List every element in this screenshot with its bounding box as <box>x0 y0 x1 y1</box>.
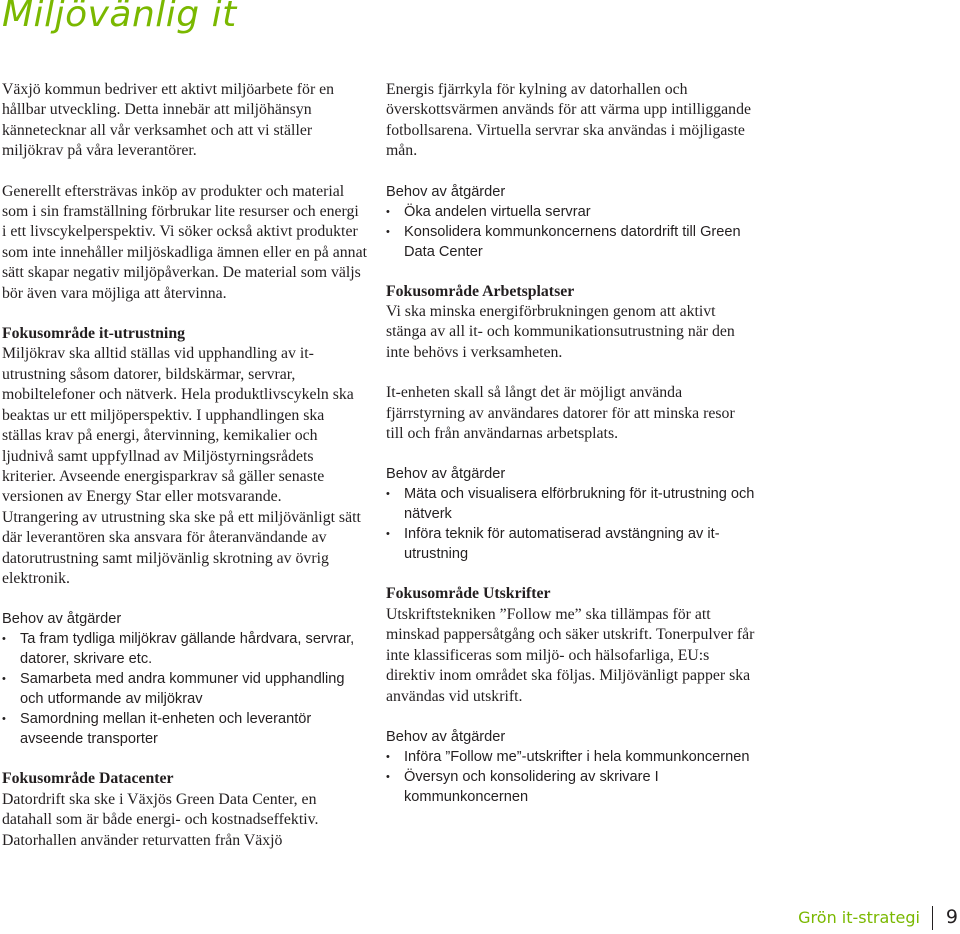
left-column <box>2 80 367 851</box>
printouts-section-heading: Fokusområde Utskrifter <box>386 585 551 603</box>
it-paragraph-1: Miljökrav ska alltid ställas vid upphandling av it-utrustning såsom datorer, bildskärmar, servrar, mobiltelefoner och nätverk. Hela produktlivscykeln ska beaktas ur ett miljöperspektiv. I upphandlingen ska ställas krav på energi, återvinning, kemikalier och ljudnivå samt uppfyllnad av Miljöstyrningsrådets kriterier. Avseende energisparkrav så gäller senaste versionen av Energy Star eller motsvarande. <box>2 345 354 506</box>
intro-paragraph: Växjö kommun bedriver ett aktivt miljöarbete för en hållbar utveckling. Detta innebär att miljöhänsyn kännetecknar all vår verksamhet och att vi ställer miljökrav på våra leverantörer. <box>2 81 335 160</box>
workplaces-paragraph-1: Vi ska minska energiförbrukningen genom att aktivt stänga av all it- och kommunikationsutrustning när den inte behövs i verksamheten. <box>386 303 735 361</box>
printouts-actions-heading: Behov av åtgärder <box>386 728 506 745</box>
workplaces-actions-heading: Behov av åtgärder <box>386 466 506 483</box>
datacenter-actions-list <box>386 202 756 262</box>
page-number: 9 <box>945 906 958 928</box>
workplaces-paragraph-2: It-enheten skall så långt det är möjligt använda fjärrstyrning av användares datorer för att minska resor till och från användarnas arbetsplats. <box>386 384 735 443</box>
page-footer <box>760 906 960 934</box>
list-item: • Konsolidera kommunkoncernens datordrift till Green Data Center <box>386 222 756 262</box>
list-item: • Samarbeta med andra kommuner vid upphandling och utformande av miljökrav <box>2 669 367 709</box>
footer-divider <box>932 906 933 930</box>
right-column <box>386 80 756 807</box>
workplaces-section-heading: Fokusområde Arbetsplatser <box>386 282 575 300</box>
list-item: • Mäta och visualisera elförbrukning för it-utrustning och nätverk <box>386 484 756 524</box>
it-actions-heading: Behov av åtgärder <box>2 611 122 628</box>
it-section-heading: Fokusområde it-utrustning <box>2 325 185 343</box>
list-item: • Översyn och konsolidering av skrivare I kommunkoncernen <box>386 767 756 807</box>
general-paragraph: Generellt eftersträvas inköp av produkter och material som i sin framställning förbrukar lite resurser och energi i ett livscykelperspektiv. Vi söker också aktivt produkter som inte innehåller miljöskadliga ämnen eller en på annat sätt skapar negativ miljöpåverkan. De material som väljs bör även vara möjliga att återvinna. <box>2 182 367 302</box>
list-item: • Öka andelen virtuella servrar <box>386 202 756 222</box>
page-title: Miljövänlig it <box>2 0 237 35</box>
list-item: • Ta fram tydliga miljökrav gällande hårdvara, servrar, datorer, skrivare etc. <box>2 629 367 669</box>
list-item: • Införa teknik för automatiserad avstängning av it-utrustning <box>386 524 756 564</box>
printouts-actions-list <box>386 747 756 807</box>
datacenter-paragraph-continued: Energis fjärrkyla för kylning av datorhallen och överskottsvärmen används för att värma upp intilliggande fotbollsarena. Virtuella servrar ska användas i möjligaste mån. <box>386 81 751 160</box>
it-paragraph-2: Utrangering av utrustning ska ske på ett miljövänligt sätt där leverantören ska ansvara för återanvändande av datorutrustning samt miljövänlig skrotning av övrig elektronik. <box>2 508 361 587</box>
it-actions-list <box>2 629 367 749</box>
datacenter-paragraph: Datordrift ska ske i Växjös Green Data Center, en datahall som är både energi- och kostnadseffektiv. Datorhallen använder returvatten från Växjö <box>2 790 319 849</box>
datacenter-actions-heading: Behov av åtgärder <box>386 183 506 200</box>
footer-section-title: Grön it-strategi <box>798 908 920 927</box>
printouts-paragraph: Utskriftstekniken ”Follow me” ska tillämpas för att minskad pappersåtgång och säker utskrift. Tonerpulver får inte klassificeras som miljö- och hälsofarliga, EU:s direktiv inom området ska följas. Miljövänligt papper ska användas vid utskrift. <box>386 605 755 705</box>
list-item: • Samordning mellan it-enheten och leverantör avseende transporter <box>2 709 367 749</box>
workplaces-actions-list <box>386 484 756 564</box>
datacenter-section-heading: Fokusområde Datacenter <box>2 770 174 788</box>
list-item: • Införa ”Follow me”-utskrifter i hela kommunkoncernen <box>386 747 756 767</box>
